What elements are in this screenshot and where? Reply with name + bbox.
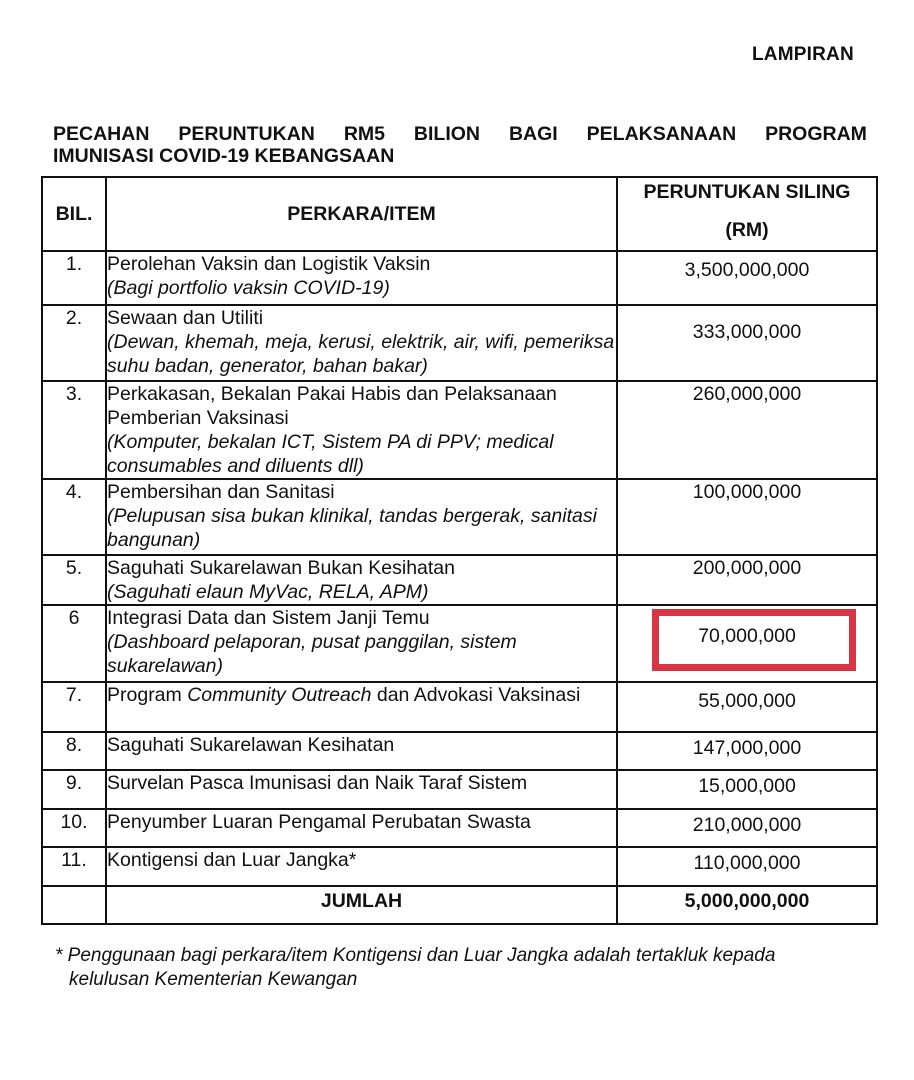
- row-number: 2.: [42, 305, 106, 381]
- row-amount: 100,000,000: [617, 479, 877, 555]
- table-row: [42, 770, 877, 809]
- item-description: (Pelupusan sisa bukan klinikal, tandas bergerak, sanitasi bangunan): [107, 505, 597, 551]
- row-item: [106, 305, 617, 381]
- row-item: Program Community Outreach dan Advokasi Vaksinasi: [106, 682, 617, 732]
- footnote: [55, 944, 885, 992]
- row-number: 10.: [42, 809, 106, 847]
- item-title: Integrasi Data dan Sistem Janji Temu: [107, 607, 430, 629]
- item-description: (Saguhati elaun MyVac, RELA, APM): [107, 581, 429, 603]
- row-number: 6: [42, 605, 106, 682]
- row-amount: 70,000,000: [617, 605, 877, 682]
- row-item: [106, 555, 617, 605]
- row-amount: 260,000,000: [617, 381, 877, 479]
- allocation-table: [41, 176, 878, 925]
- item-title: Sewaan dan Utiliti: [107, 307, 264, 329]
- row-amount: 3,500,000,000: [617, 251, 877, 305]
- item-description: (Dewan, khemah, meja, kerusi, elektrik, air, wifi, pemeriksa suhu badan, generator, bahan bakar): [107, 331, 615, 377]
- row-amount: 210,000,000: [617, 809, 877, 847]
- item-description: (Dashboard pelaporan, pusat panggilan, sistem sukarelawan): [107, 631, 517, 677]
- title-word: PELAKSANAAN: [586, 123, 737, 145]
- table-row: [42, 251, 877, 305]
- table-row: [42, 305, 877, 381]
- row-amount: 147,000,000: [617, 732, 877, 770]
- document-title: [53, 123, 867, 167]
- item-title: Survelan Pasca Imunisasi dan Naik Taraf Sistem: [107, 772, 528, 794]
- row-amount: 15,000,000: [617, 770, 877, 809]
- row-amount: 200,000,000: [617, 555, 877, 605]
- item-title: Kontigensi dan Luar Jangka*: [107, 849, 357, 871]
- row-amount: 110,000,000: [617, 847, 877, 886]
- item-title: Penyumber Luaran Pengamal Perubatan Swasta: [107, 811, 531, 833]
- header-bil: BIL.: [42, 177, 106, 251]
- row-item: [106, 847, 617, 886]
- table-header-row: [42, 177, 877, 251]
- table-row: [42, 381, 877, 479]
- title-word: PROGRAM: [765, 123, 867, 145]
- row-item: [106, 770, 617, 809]
- row-item: [106, 479, 617, 555]
- row-item: [106, 605, 617, 682]
- row-item: [106, 809, 617, 847]
- row-item: [106, 381, 617, 479]
- total-row: [42, 886, 877, 924]
- title-word: BAGI: [508, 123, 558, 145]
- total-amount: 5,000,000,000: [617, 886, 877, 924]
- annex-label: LAMPIRAN: [752, 44, 854, 65]
- total-empty-cell: [42, 886, 106, 924]
- item-title: Saguhati Sukarelawan Bukan Kesihatan: [107, 557, 455, 579]
- row-number: 7.: [42, 682, 106, 732]
- row-item: [106, 251, 617, 305]
- row-number: 3.: [42, 381, 106, 479]
- table-row: [42, 682, 877, 732]
- footnote-line-2: kelulusan Kementerian Kewangan: [69, 969, 358, 990]
- row-number: 9.: [42, 770, 106, 809]
- title-line-2: IMUNISASI COVID-19 KEBANGSAAN: [53, 145, 395, 167]
- row-number: 4.: [42, 479, 106, 555]
- row-number: 5.: [42, 555, 106, 605]
- item-description: (Komputer, bekalan ICT, Sistem PA di PPV; medical consumables and diluents dll): [107, 431, 554, 477]
- footnote-line-1: * Penggunaan bagi perkara/item Kontigensi dan Luar Jangka adalah tertakluk kepada: [55, 945, 776, 966]
- highlight-box: [652, 609, 856, 671]
- table-row: [42, 809, 877, 847]
- total-label: JUMLAH: [106, 886, 617, 924]
- row-amount: 333,000,000: [617, 305, 877, 381]
- title-word: PECAHAN: [53, 123, 150, 145]
- header-amount: PERUNTUKAN SILING (RM): [617, 177, 877, 251]
- title-word: PERUNTUKAN: [178, 123, 315, 145]
- title-word: RM5: [343, 123, 385, 145]
- table-row: [42, 732, 877, 770]
- row-amount: 55,000,000: [617, 682, 877, 732]
- item-title: Perkakasan, Bekalan Pakai Habis dan Pelaksanaan Pemberian Vaksinasi: [107, 383, 557, 429]
- item-title: Perolehan Vaksin dan Logistik Vaksin: [107, 253, 431, 275]
- row-number: 11.: [42, 847, 106, 886]
- row-number: 1.: [42, 251, 106, 305]
- row-item: [106, 732, 617, 770]
- title-word: BILION: [413, 123, 481, 145]
- table-row: [42, 555, 877, 605]
- header-item: PERKARA/ITEM: [106, 177, 617, 251]
- title-line-1: [53, 123, 867, 145]
- row-number: 8.: [42, 732, 106, 770]
- table-row: [42, 847, 877, 886]
- item-description: (Bagi portfolio vaksin COVID-19): [107, 277, 390, 299]
- table-row: [42, 479, 877, 555]
- item-title: Saguhati Sukarelawan Kesihatan: [107, 734, 395, 756]
- item-title: Pembersihan dan Sanitasi: [107, 481, 335, 503]
